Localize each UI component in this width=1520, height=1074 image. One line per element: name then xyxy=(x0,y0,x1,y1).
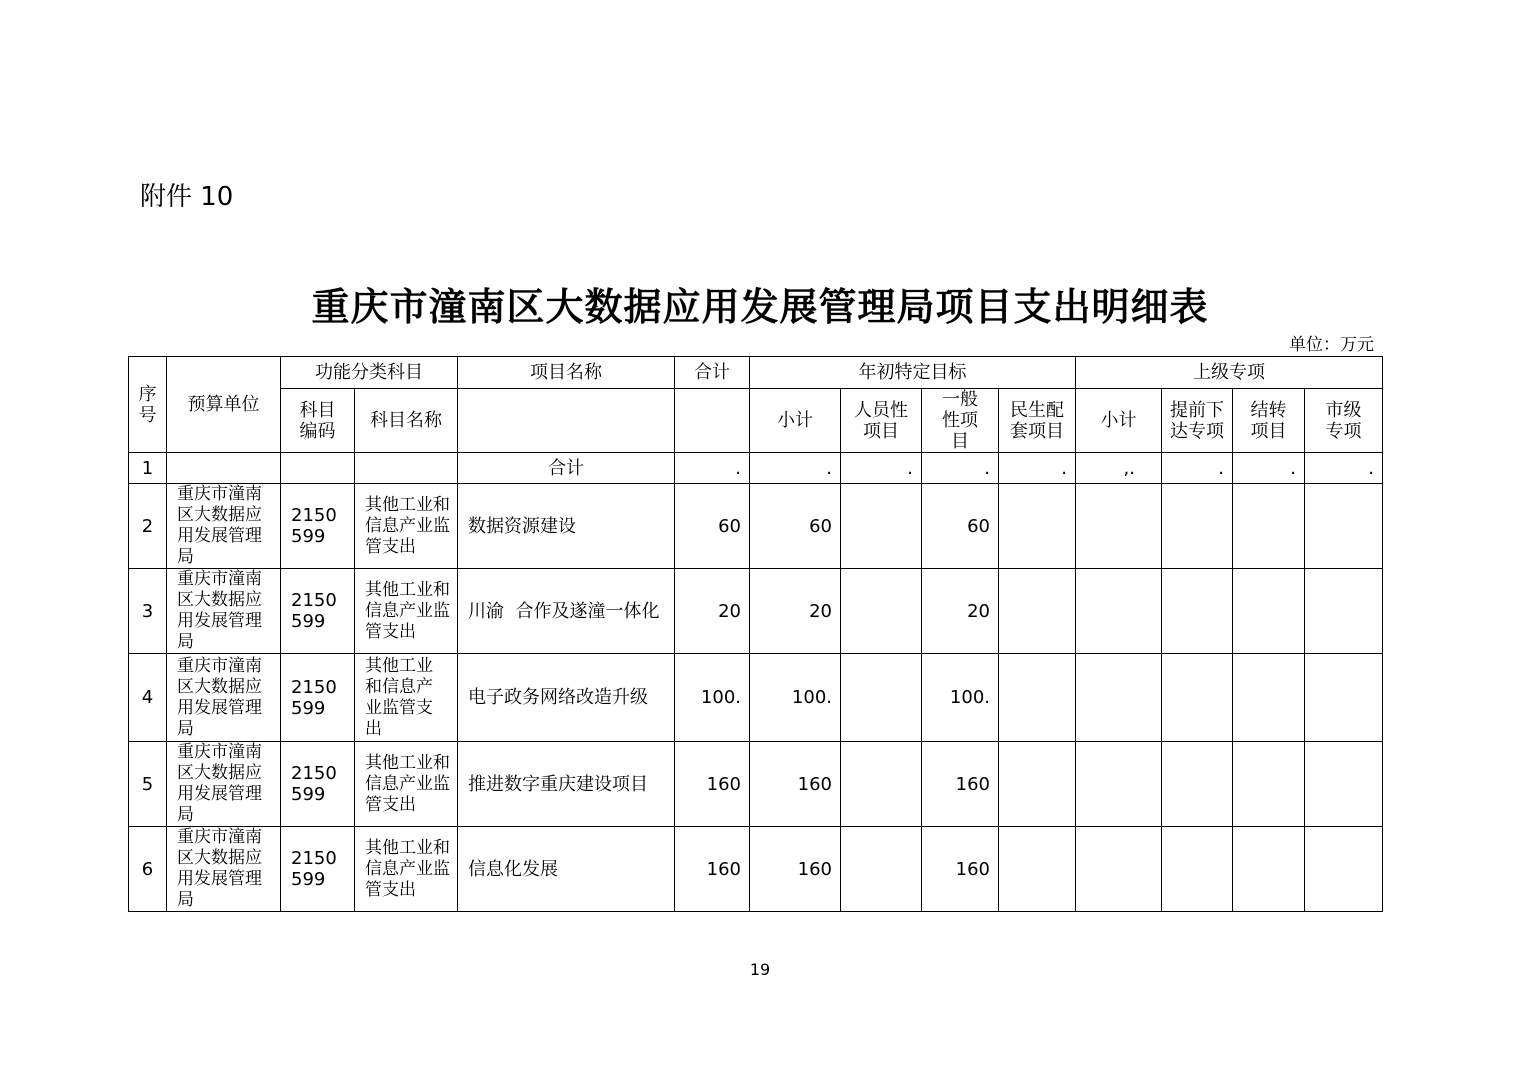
row-total: 160 xyxy=(675,742,750,827)
row-budget-unit: 重庆市潼南区大数据应用发展管理局 xyxy=(167,569,281,654)
table-row xyxy=(129,484,1383,569)
header-sup-subtotal: 小计 xyxy=(1076,389,1162,453)
header-personnel: 人员性项目 xyxy=(841,389,922,453)
header-func-class: 功能分类科目 xyxy=(281,357,458,389)
row-code: 2150599 xyxy=(281,742,355,827)
total-carryover: . xyxy=(1233,453,1305,484)
row-subject: 其他工业和信息产业监管支出 xyxy=(355,827,458,912)
total-livelihood: . xyxy=(999,453,1076,484)
row-seq: 2 xyxy=(129,484,167,569)
page-number: 19 xyxy=(749,960,771,979)
row-general: 160 xyxy=(922,742,999,827)
total-seq: 1 xyxy=(129,453,167,484)
row-subtotal: 160 xyxy=(750,742,841,827)
header-project-name-empty xyxy=(458,389,675,453)
row-subtotal: 60 xyxy=(750,484,841,569)
row-total: 60 xyxy=(675,484,750,569)
table-row xyxy=(129,569,1383,654)
header-total: 合计 xyxy=(675,357,750,389)
row-total: 20 xyxy=(675,569,750,654)
header-carryover: 结转项目 xyxy=(1233,389,1305,453)
row-seq: 3 xyxy=(129,569,167,654)
row-subtotal: 20 xyxy=(750,569,841,654)
total-label: 合计 xyxy=(458,453,675,484)
page-title: 重庆市潼南区大数据应用发展管理局项目支出明细表 xyxy=(311,284,1209,329)
attachment-label: 附件 10 xyxy=(140,182,234,212)
row-general: 160 xyxy=(922,827,999,912)
total-annual-subtotal: . xyxy=(750,453,841,484)
row-subject: 其他工业和信息产业监管支出 xyxy=(355,654,458,742)
total-general: . xyxy=(922,453,999,484)
total-personnel: . xyxy=(841,453,922,484)
header-superior: 上级专项 xyxy=(1076,357,1383,389)
table-row xyxy=(129,827,1383,912)
row-subject: 其他工业和信息产业监管支出 xyxy=(355,569,458,654)
header-subject-code: 科目编码 xyxy=(281,389,355,453)
table-row xyxy=(129,742,1383,827)
row-project: 推进数字重庆建设项目 xyxy=(458,742,675,827)
row-subject: 其他工业和信息产业监管支出 xyxy=(355,484,458,569)
header-annual-subtotal: 小计 xyxy=(750,389,841,453)
row-budget-unit: 重庆市潼南区大数据应用发展管理局 xyxy=(167,484,281,569)
header-city: 市级专项 xyxy=(1305,389,1383,453)
row-subject: 其他工业和信息产业监管支出 xyxy=(355,742,458,827)
table-row xyxy=(129,654,1383,742)
row-project: 川渝 合作及遂潼一体化 xyxy=(458,569,675,654)
total-total: . xyxy=(675,453,750,484)
header-general: 一般性项目 xyxy=(922,389,999,453)
row-project: 数据资源建设 xyxy=(458,484,675,569)
header-advance: 提前下达专项 xyxy=(1162,389,1233,453)
row-budget-unit: 重庆市潼南区大数据应用发展管理局 xyxy=(167,742,281,827)
total-advance: . xyxy=(1162,453,1233,484)
header-project-name: 项目名称 xyxy=(458,357,675,389)
header-row-2 xyxy=(129,389,1383,453)
header-seq: 序号 xyxy=(129,357,167,453)
row-seq: 6 xyxy=(129,827,167,912)
row-code: 2150599 xyxy=(281,484,355,569)
total-sup-subtotal: ,. xyxy=(1076,453,1162,484)
header-total-empty xyxy=(675,389,750,453)
row-seq: 4 xyxy=(129,654,167,742)
header-budget-unit: 预算单位 xyxy=(167,357,281,453)
expenditure-table xyxy=(128,356,1383,912)
row-subtotal: 160 xyxy=(750,827,841,912)
header-subject-name: 科目名称 xyxy=(355,389,458,453)
row-budget-unit: 重庆市潼南区大数据应用发展管理局 xyxy=(167,654,281,742)
row-code: 2150599 xyxy=(281,654,355,742)
row-project: 电子政务网络改造升级 xyxy=(458,654,675,742)
row-general: 100. xyxy=(922,654,999,742)
row-general: 20 xyxy=(922,569,999,654)
row-total: 100. xyxy=(675,654,750,742)
row-budget-unit: 重庆市潼南区大数据应用发展管理局 xyxy=(167,827,281,912)
row-code: 2150599 xyxy=(281,569,355,654)
header-annual-target: 年初特定目标 xyxy=(750,357,1076,389)
row-total: 160 xyxy=(675,827,750,912)
header-row-1 xyxy=(129,357,1383,389)
header-livelihood: 民生配套项目 xyxy=(999,389,1076,453)
row-code: 2150599 xyxy=(281,827,355,912)
total-row xyxy=(129,453,1383,484)
total-city: . xyxy=(1305,453,1383,484)
row-project: 信息化发展 xyxy=(458,827,675,912)
unit-label: 单位：万元 xyxy=(1289,335,1374,355)
row-subtotal: 100. xyxy=(750,654,841,742)
row-seq: 5 xyxy=(129,742,167,827)
row-general: 60 xyxy=(922,484,999,569)
